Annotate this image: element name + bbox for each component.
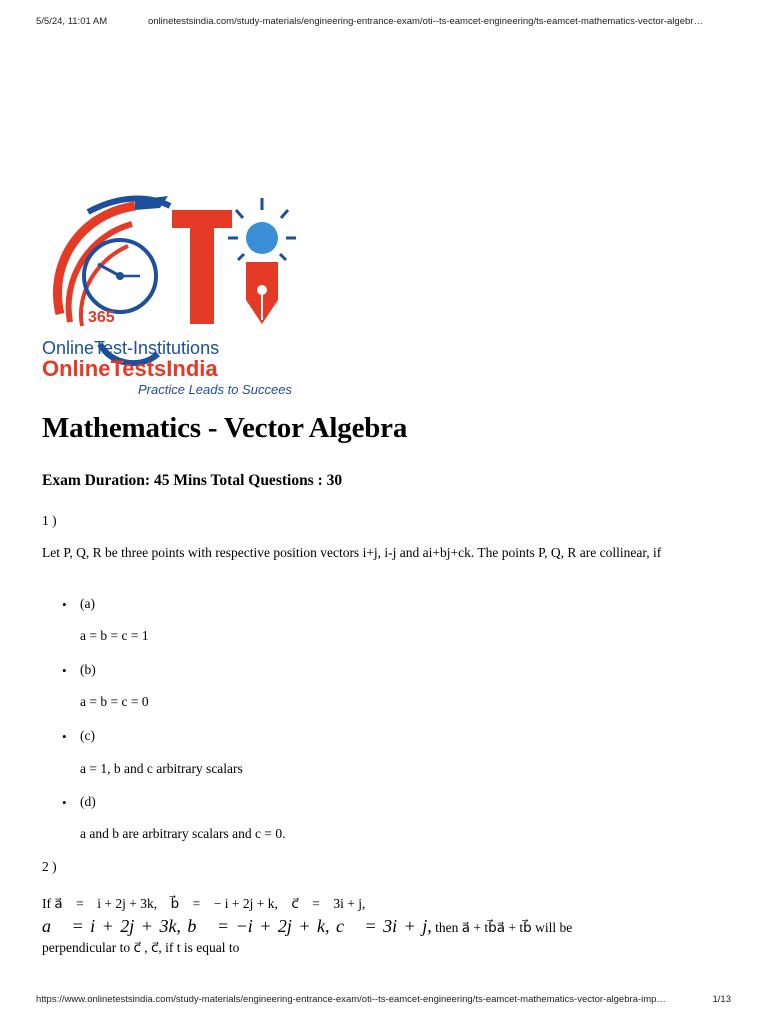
option-label-c: (c) (80, 728, 95, 743)
question-number: 1 ) (42, 513, 57, 528)
exam-meta: Exam Duration: 45 Mins Total Questions : 30 (42, 472, 343, 489)
question-text-suffix: then a⃗ + tb⃗a⃗ + tb⃗ will be (431, 920, 573, 935)
option-answer-d: a and b are arbitrary scalars and c = 0. (80, 826, 286, 841)
option-label-b: (b) (80, 662, 96, 677)
bullet-icon: • (62, 795, 67, 810)
pen-nib-hole (257, 285, 267, 295)
option-label-a: (a) (80, 596, 95, 611)
option-answer-c: a = 1, b and c arbitrary scalars (80, 761, 243, 776)
page-number: 1/13 (712, 994, 731, 1005)
onlinetestsindia-logo (40, 194, 330, 400)
print-footer-url: https://www.onlinetestsindia.com/study-materials/engineering-entrance-exam/oti--ts-eamcet-engineering/ts-eamcet-mathematics-vector-algebra-imp… (36, 994, 666, 1005)
question-number: 2 ) (42, 859, 57, 874)
logo-letter-t-stem (190, 210, 214, 324)
light-bulb-icon (246, 222, 278, 254)
logo-line1: OnlineTest-Institutions (42, 338, 220, 358)
logo-tagline: Practice Leads to Succees (138, 382, 292, 397)
question-text-line2 (42, 916, 572, 937)
bullet-icon: • (62, 597, 67, 612)
page-title: Mathematics - Vector Algebra (42, 412, 408, 444)
question-text-line1: If a⃗ = i + 2j + 3k, b⃗ = − i + 2j + k, c⃗ = 3i + j, (42, 896, 366, 911)
print-header-url: onlinetestsindia.com/study-materials/engineering-entrance-exam/oti--ts-eamcet-engineering/ts-eamcet-mathematics-vector-algebr… (148, 16, 703, 27)
question-text-line3: perpendicular to c⃗ , c⃗, if t is equal to (42, 940, 240, 955)
option-label-d: (d) (80, 794, 96, 809)
option-answer-b: a = b = c = 0 (80, 694, 149, 709)
print-timestamp: 5/5/24, 11:01 AM (36, 16, 108, 27)
logo-line2: OnlineTestsIndia (42, 356, 218, 381)
question-text: Let P, Q, R be three points with respective position vectors i+j, i-j and ai+bj+ck. The points P, Q, R are collinear, if (42, 545, 662, 560)
option-answer-a: a = b = c = 1 (80, 628, 149, 643)
logo-badge-number: 365 (88, 309, 115, 326)
question-math-expression: a⃗ = i + 2j + 3k, b⃗ = −i + 2j + k, c⃗ = 3i + j, (42, 916, 432, 936)
clock-center (116, 272, 124, 280)
bullet-icon: • (62, 729, 67, 744)
bullet-icon: • (62, 663, 67, 678)
